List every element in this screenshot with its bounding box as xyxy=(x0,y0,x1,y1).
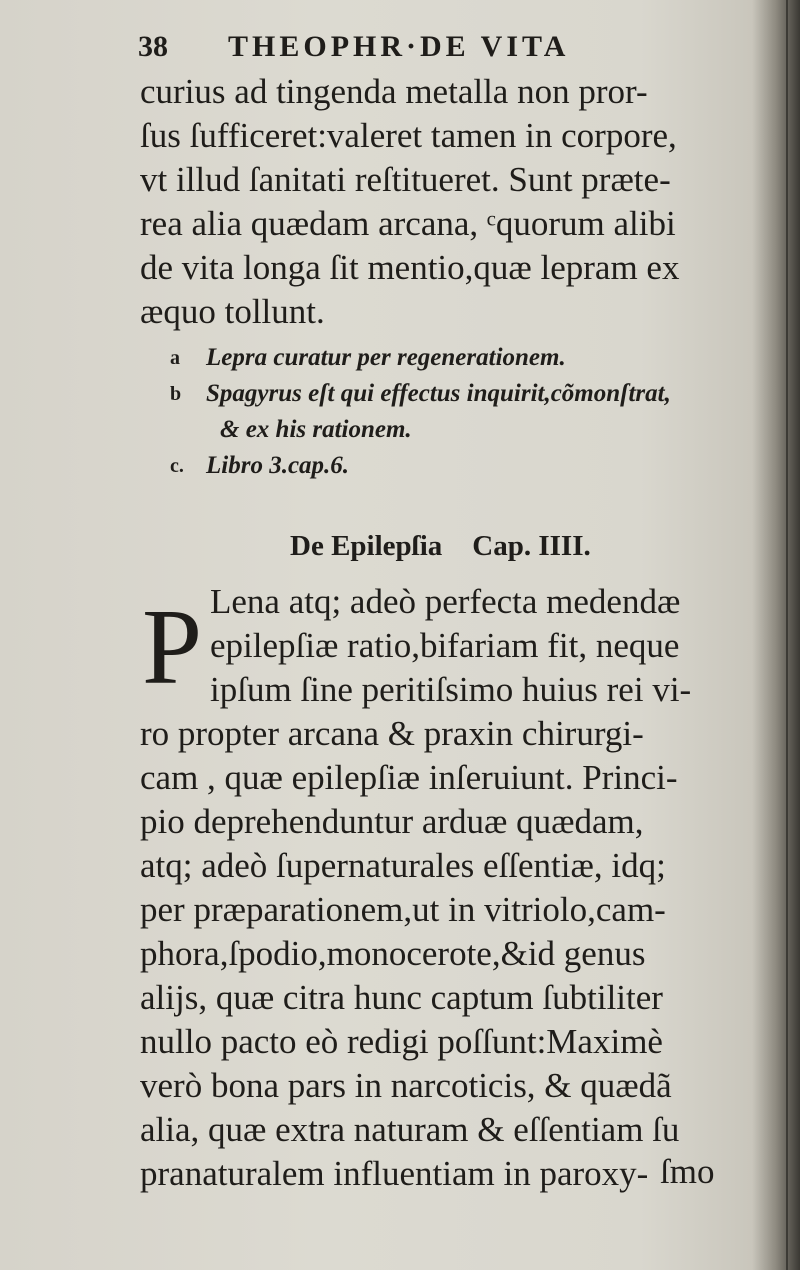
text-line: per præparationem,ut in vitriolo,cam- xyxy=(140,890,666,929)
note-text: Libro 3.cap.6. xyxy=(206,452,350,479)
text-line: nullo pacto eò redigi poſſunt:Maximè xyxy=(140,1022,663,1061)
text-line: vt illud ſanitati reſtitueret. Sunt præte- xyxy=(140,160,671,199)
catchword: ſmo xyxy=(660,1152,715,1191)
text-line: phora,ſpodio,monocerote,&id genus xyxy=(140,934,646,973)
page-number: 38 xyxy=(138,30,168,63)
text-line: æquo tollunt. xyxy=(140,292,325,331)
note-marker: b xyxy=(170,383,182,405)
text-line: alia, quæ extra naturam & eſſentiam ſu xyxy=(140,1110,680,1149)
text-line: cam , quæ epilepſiæ inſeruiunt. Princi- xyxy=(140,758,678,797)
text-line: pranaturalem influentiam in paroxy- xyxy=(140,1154,649,1193)
body-main xyxy=(140,712,740,1196)
text-line: de vita longa ſit mentio,quæ lepram ex xyxy=(140,248,680,287)
book-edge xyxy=(786,0,788,1270)
note-b-continued xyxy=(170,412,750,448)
note-text: Spagyrus eſt qui effectus inquirit,cõmonſtrat, xyxy=(206,380,671,407)
note-text: & ex his rationem. xyxy=(220,416,412,443)
text-line: curius ad tingenda metalla non pror- xyxy=(140,72,648,111)
text-line: verò bona pars in narcoticis, & quædã xyxy=(140,1066,672,1105)
text-line: aliјs, quæ citra hunc captum ſubtiliter xyxy=(140,978,663,1017)
body-drop-cap-lines xyxy=(210,580,750,712)
chapter-number: Cap. IIII. xyxy=(472,530,591,562)
text-line: pio deprehenduntur arduæ quædam, xyxy=(140,802,644,841)
text-line: ipſum ſine peritiſsimo huius rei vi- xyxy=(210,670,692,709)
body-top xyxy=(140,70,740,334)
running-title: THEOPHR·DE VITA xyxy=(228,30,570,63)
note-marker: c. xyxy=(170,455,184,477)
drop-cap-letter: P xyxy=(142,588,203,707)
note-marker: a xyxy=(170,347,180,369)
text-line: epilepſiæ ratio,bifariam fit, neque xyxy=(210,626,680,665)
text-line: rea alia quædam arcana, ᶜquorum alibi xyxy=(140,204,676,243)
note-a xyxy=(170,340,750,376)
page-header xyxy=(138,30,698,64)
note-b xyxy=(170,376,750,412)
text-line: Lena atq; adeò perfecta medendæ xyxy=(210,582,681,621)
chapter-heading xyxy=(290,530,591,563)
chapter-title: De Epilepſia xyxy=(290,530,443,562)
drop-cap xyxy=(142,588,208,707)
text-line: ro propter arcana & praxin chirurgi- xyxy=(140,714,644,753)
text-line: ſus ſufficeret:valeret tamen in corpore, xyxy=(140,116,677,155)
text-line: atq; adeò ſupernaturales eſſentiæ, idq; xyxy=(140,846,666,885)
marginal-notes xyxy=(170,340,750,484)
note-text: Lepra curatur per regenerationem. xyxy=(206,344,566,371)
note-c xyxy=(170,448,750,484)
